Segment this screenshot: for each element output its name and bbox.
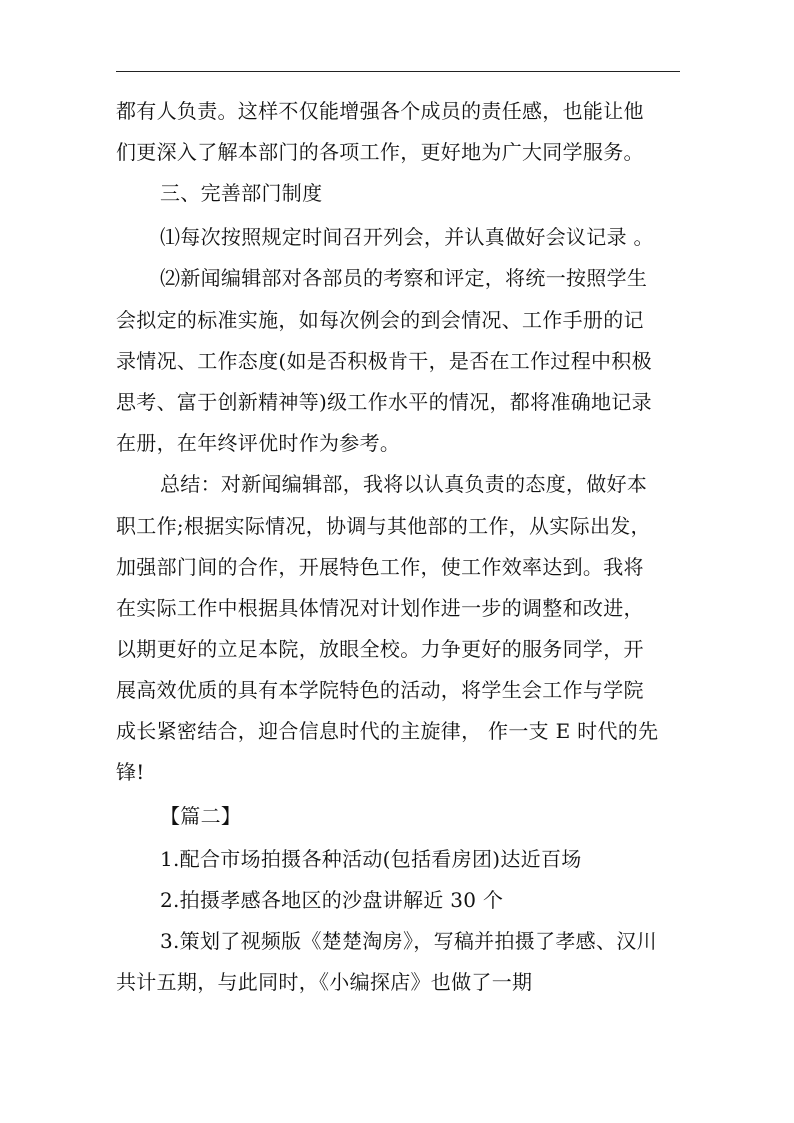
paragraph-line: 们更深入了解本部门的各项工作，更好地为广大同学服务。 <box>116 140 644 164</box>
paragraph-line: 在册，在年终评优时作为参考。 <box>116 431 401 455</box>
paragraph-line: 都有人负责。这样不仅能增强各个成员的责任感，也能让他 <box>116 99 644 123</box>
summary-line: 总结：对新闻编辑部，我将以认真负责的态度，做好本 <box>160 472 648 496</box>
list-item: 2.拍摄孝感各地区的沙盘讲解近 30 个 <box>160 888 504 912</box>
paragraph-line: 会拟定的标准实施，如每次例会的到会情况、工作手册的记 <box>116 308 644 332</box>
paragraph-line: 录情况、工作态度(如是否积极肯干，是否在工作过程中积极 <box>116 349 652 373</box>
section-heading: 【篇二】 <box>160 804 242 828</box>
list-item: 1.配合市场拍摄各种活动(包括看房团)达近百场 <box>160 847 582 871</box>
summary-line: 展高效优质的具有本学院特色的活动，将学生会工作与学院 <box>116 678 644 702</box>
summary-line: 以期更好的立足本院，放眼全校。力争更好的服务同学，开 <box>116 637 644 661</box>
paragraph-line: 思考、富于创新精神等)级工作水平的情况，都将准确地记录 <box>116 390 652 414</box>
summary-line: 成长紧密结合，迎合信息时代的主旋律， 作一支 E 时代的先 <box>116 719 659 743</box>
section-heading: 三、完善部门制度 <box>160 181 323 205</box>
summary-line: 职工作;根据实际情况，协调与其他部的工作，从实际出发， <box>116 514 651 538</box>
list-item: 3.策划了视频版《楚楚淘房》，写稿并拍摄了孝感、汉川 <box>160 929 657 953</box>
list-item-continuation: 共计五期，与此同时，《小编探店》也做了一期 <box>116 970 533 994</box>
paragraph-line: ⑴每次按照规定时间召开列会，并认真做好会议记录 。 <box>160 225 654 249</box>
summary-line: 加强部门间的合作，开展特色工作，使工作效率达到。我将 <box>116 555 644 579</box>
summary-line: 在实际工作中根据具体情况对计划作进一步的调整和改进， <box>116 596 644 620</box>
paragraph-line: ⑵新闻编辑部对各部员的考察和评定，将统一按照学生 <box>160 266 648 290</box>
summary-line: 锋! <box>116 760 145 784</box>
header-rule <box>116 71 680 72</box>
